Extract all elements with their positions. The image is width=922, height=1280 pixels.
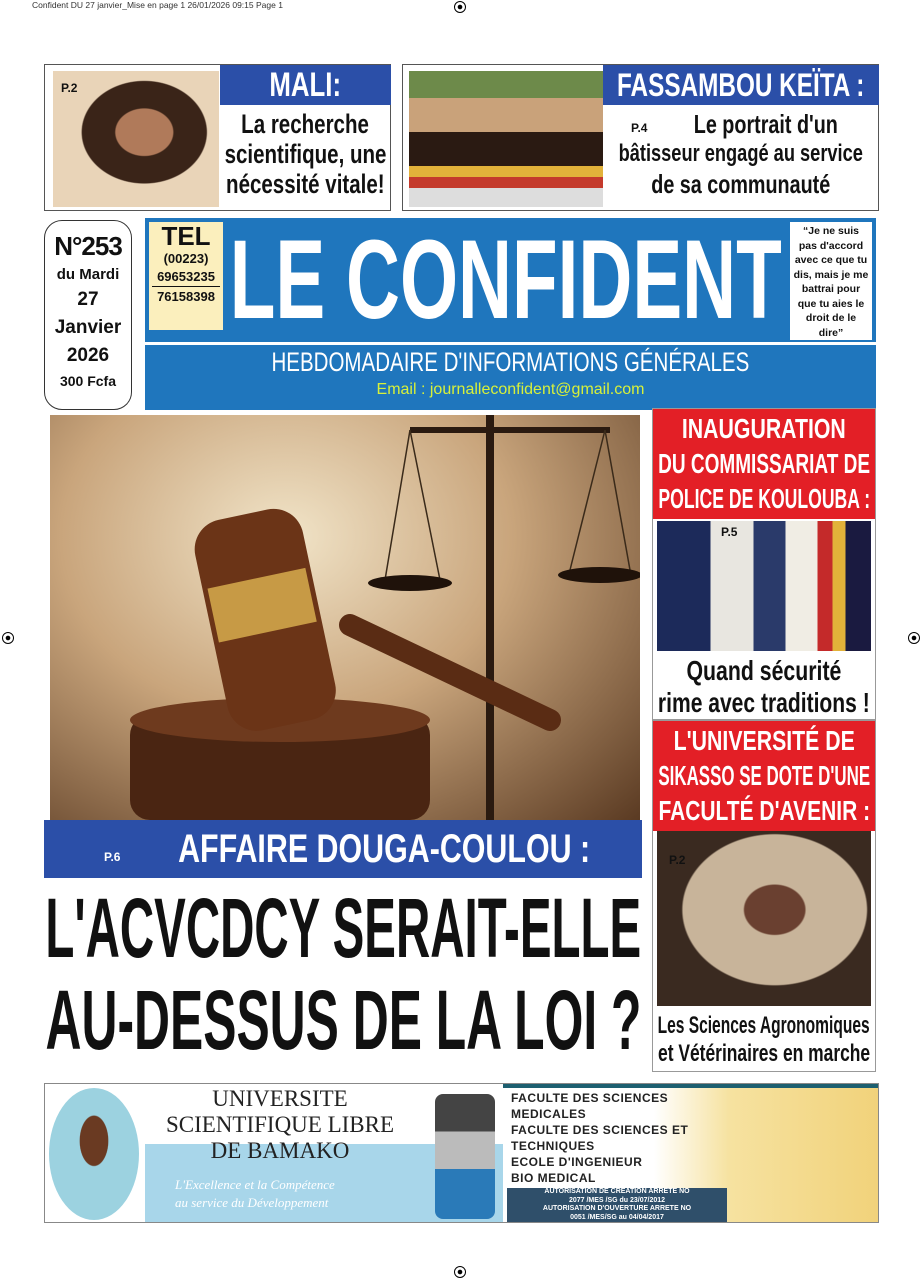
masthead-subtitle: HEBDOMADAIRE D'INFORMATIONS GÉNÉRALES	[271, 347, 750, 377]
issue-day: du Mardi	[56, 266, 120, 283]
side-photo	[657, 521, 871, 651]
lead-photo-gavel	[50, 415, 640, 820]
registration-mark-icon	[454, 1266, 466, 1278]
teaser-fassambou[interactable]	[402, 64, 879, 211]
newspaper-title: LE CONFIDENT	[230, 217, 782, 342]
tel-code: (00223)	[163, 251, 209, 266]
tel-number: 76158398	[157, 289, 215, 304]
ad-auth-line: 2077 /MES /SG du 23/07/2012	[568, 1196, 666, 1204]
side-title-line: DU COMMISSARIAT DE	[658, 448, 870, 479]
teaser-kicker: MALI:	[269, 66, 342, 104]
ad-auth-line: 0051 /MES/SG au 04/04/2017	[570, 1213, 664, 1221]
ad-name-line: SCIENTIFIQUE LIBRE	[165, 1112, 395, 1137]
lead-kicker-bar	[44, 820, 642, 878]
teaser-headline-line: Le portrait d'un	[693, 109, 839, 139]
side-story-koulouba[interactable]	[652, 408, 876, 720]
lead-headline-line: L'ACVCDCY SERAIT-ELLE	[45, 881, 641, 975]
ad-program-line: FACULTE DES SCIENCES ET	[511, 1123, 689, 1137]
issue-month: Janvier	[54, 317, 122, 338]
masthead-subtitle-bar	[145, 345, 876, 410]
tel-number: 69653235	[152, 268, 220, 287]
registration-mark-icon	[2, 632, 14, 644]
issue-date: 27	[77, 289, 99, 310]
ad-program-line: TECHNIQUES	[511, 1139, 595, 1153]
lead-headline[interactable]	[44, 882, 642, 1066]
registration-mark-icon	[908, 632, 920, 644]
ad-program-line: MEDICALES	[511, 1107, 587, 1121]
ad-motto-line: au service du Développement	[175, 1195, 329, 1210]
side-caption-line: Quand sécurité	[686, 655, 842, 686]
side-caption-line: rime avec traditions !	[658, 687, 870, 718]
masthead	[145, 218, 876, 342]
portrait-photo	[53, 71, 219, 207]
page-ref: P.4	[631, 121, 648, 135]
side-story-sikasso[interactable]	[652, 720, 876, 1072]
issue-year: 2026	[66, 345, 110, 366]
print-slug: Confident DU 27 janvier_Mise en page 1 26/01/2026 09:15 Page 1	[32, 0, 283, 10]
lead-headline-line: AU-DESSUS DE LA LOI ?	[45, 973, 641, 1067]
masthead-quote: “Je ne suis pas d'accord avec ce que tu dis, mais je me battrai pour que tu aies le droit de le dire”	[790, 222, 872, 340]
side-caption-line: Les Sciences Agronomiques	[657, 1012, 871, 1039]
side-title-line: SIKASSO SE DOTE D'UNE	[658, 760, 870, 791]
teaser-mali[interactable]	[44, 64, 391, 211]
teaser-headline-line: bâtisseur engagé au service	[618, 140, 864, 167]
ad-program-line: BIO MEDICAL	[511, 1171, 596, 1185]
teaser-headline-line: de sa communauté	[651, 169, 831, 199]
teaser-headline-line: nécessité vitale!	[226, 169, 385, 199]
teaser-headline-line: La recherche	[241, 109, 370, 139]
ad-auth-line: AUTORISATION D'OUVERTURE ARRETE NO	[542, 1205, 692, 1212]
side-title-line: FACULTÉ D'AVENIR :	[658, 795, 870, 826]
tel-label: TEL	[161, 221, 211, 251]
masthead-email[interactable]: Email : journalleconfident@gmail.com	[376, 381, 645, 398]
issue-price: 300 Fcfa	[59, 373, 117, 389]
page-ref: P.5	[721, 525, 738, 539]
issue-info	[44, 220, 132, 410]
issue-number: N°253	[54, 231, 122, 261]
page-ref: P.2	[669, 853, 686, 867]
ad-portrait	[49, 1088, 139, 1220]
ad-auth-line: AUTORISATION DE CREATION ARRETE NO	[544, 1188, 690, 1195]
teaser-headline-line: scientifique, une	[224, 139, 387, 169]
page-ref: P.2	[61, 81, 78, 95]
phone-box	[149, 222, 223, 330]
microscope-icon	[435, 1094, 495, 1219]
ad-program-line: ECOLE D'INGENIEUR	[511, 1155, 643, 1169]
side-title-line: L'UNIVERSITÉ DE	[673, 725, 855, 756]
gavel-scales-illustration	[50, 415, 640, 820]
registration-mark-icon	[454, 1, 466, 13]
side-title-line: INAUGURATION	[682, 413, 846, 444]
teaser-kicker: FASSAMBOU KEÏTA :	[617, 67, 865, 103]
ad-program-line: FACULTE DES SCIENCES	[511, 1091, 669, 1105]
side-caption-line: et Vétérinaires en marche	[657, 1040, 871, 1067]
ad-name-line: UNIVERSITE	[212, 1086, 348, 1111]
portrait-photo	[409, 71, 603, 207]
side-title-line: POLICE DE KOULOUBA :	[658, 483, 870, 514]
advertisement-uslb[interactable]	[44, 1083, 879, 1223]
page-ref: P.6	[104, 850, 121, 864]
side-photo	[657, 831, 871, 1006]
ad-name-line: DE BAMAKO	[210, 1138, 350, 1163]
ad-motto-line: L'Excellence et la Compétence	[175, 1177, 335, 1192]
lead-kicker: AFFAIRE DOUGA-COULOU :	[177, 827, 591, 871]
